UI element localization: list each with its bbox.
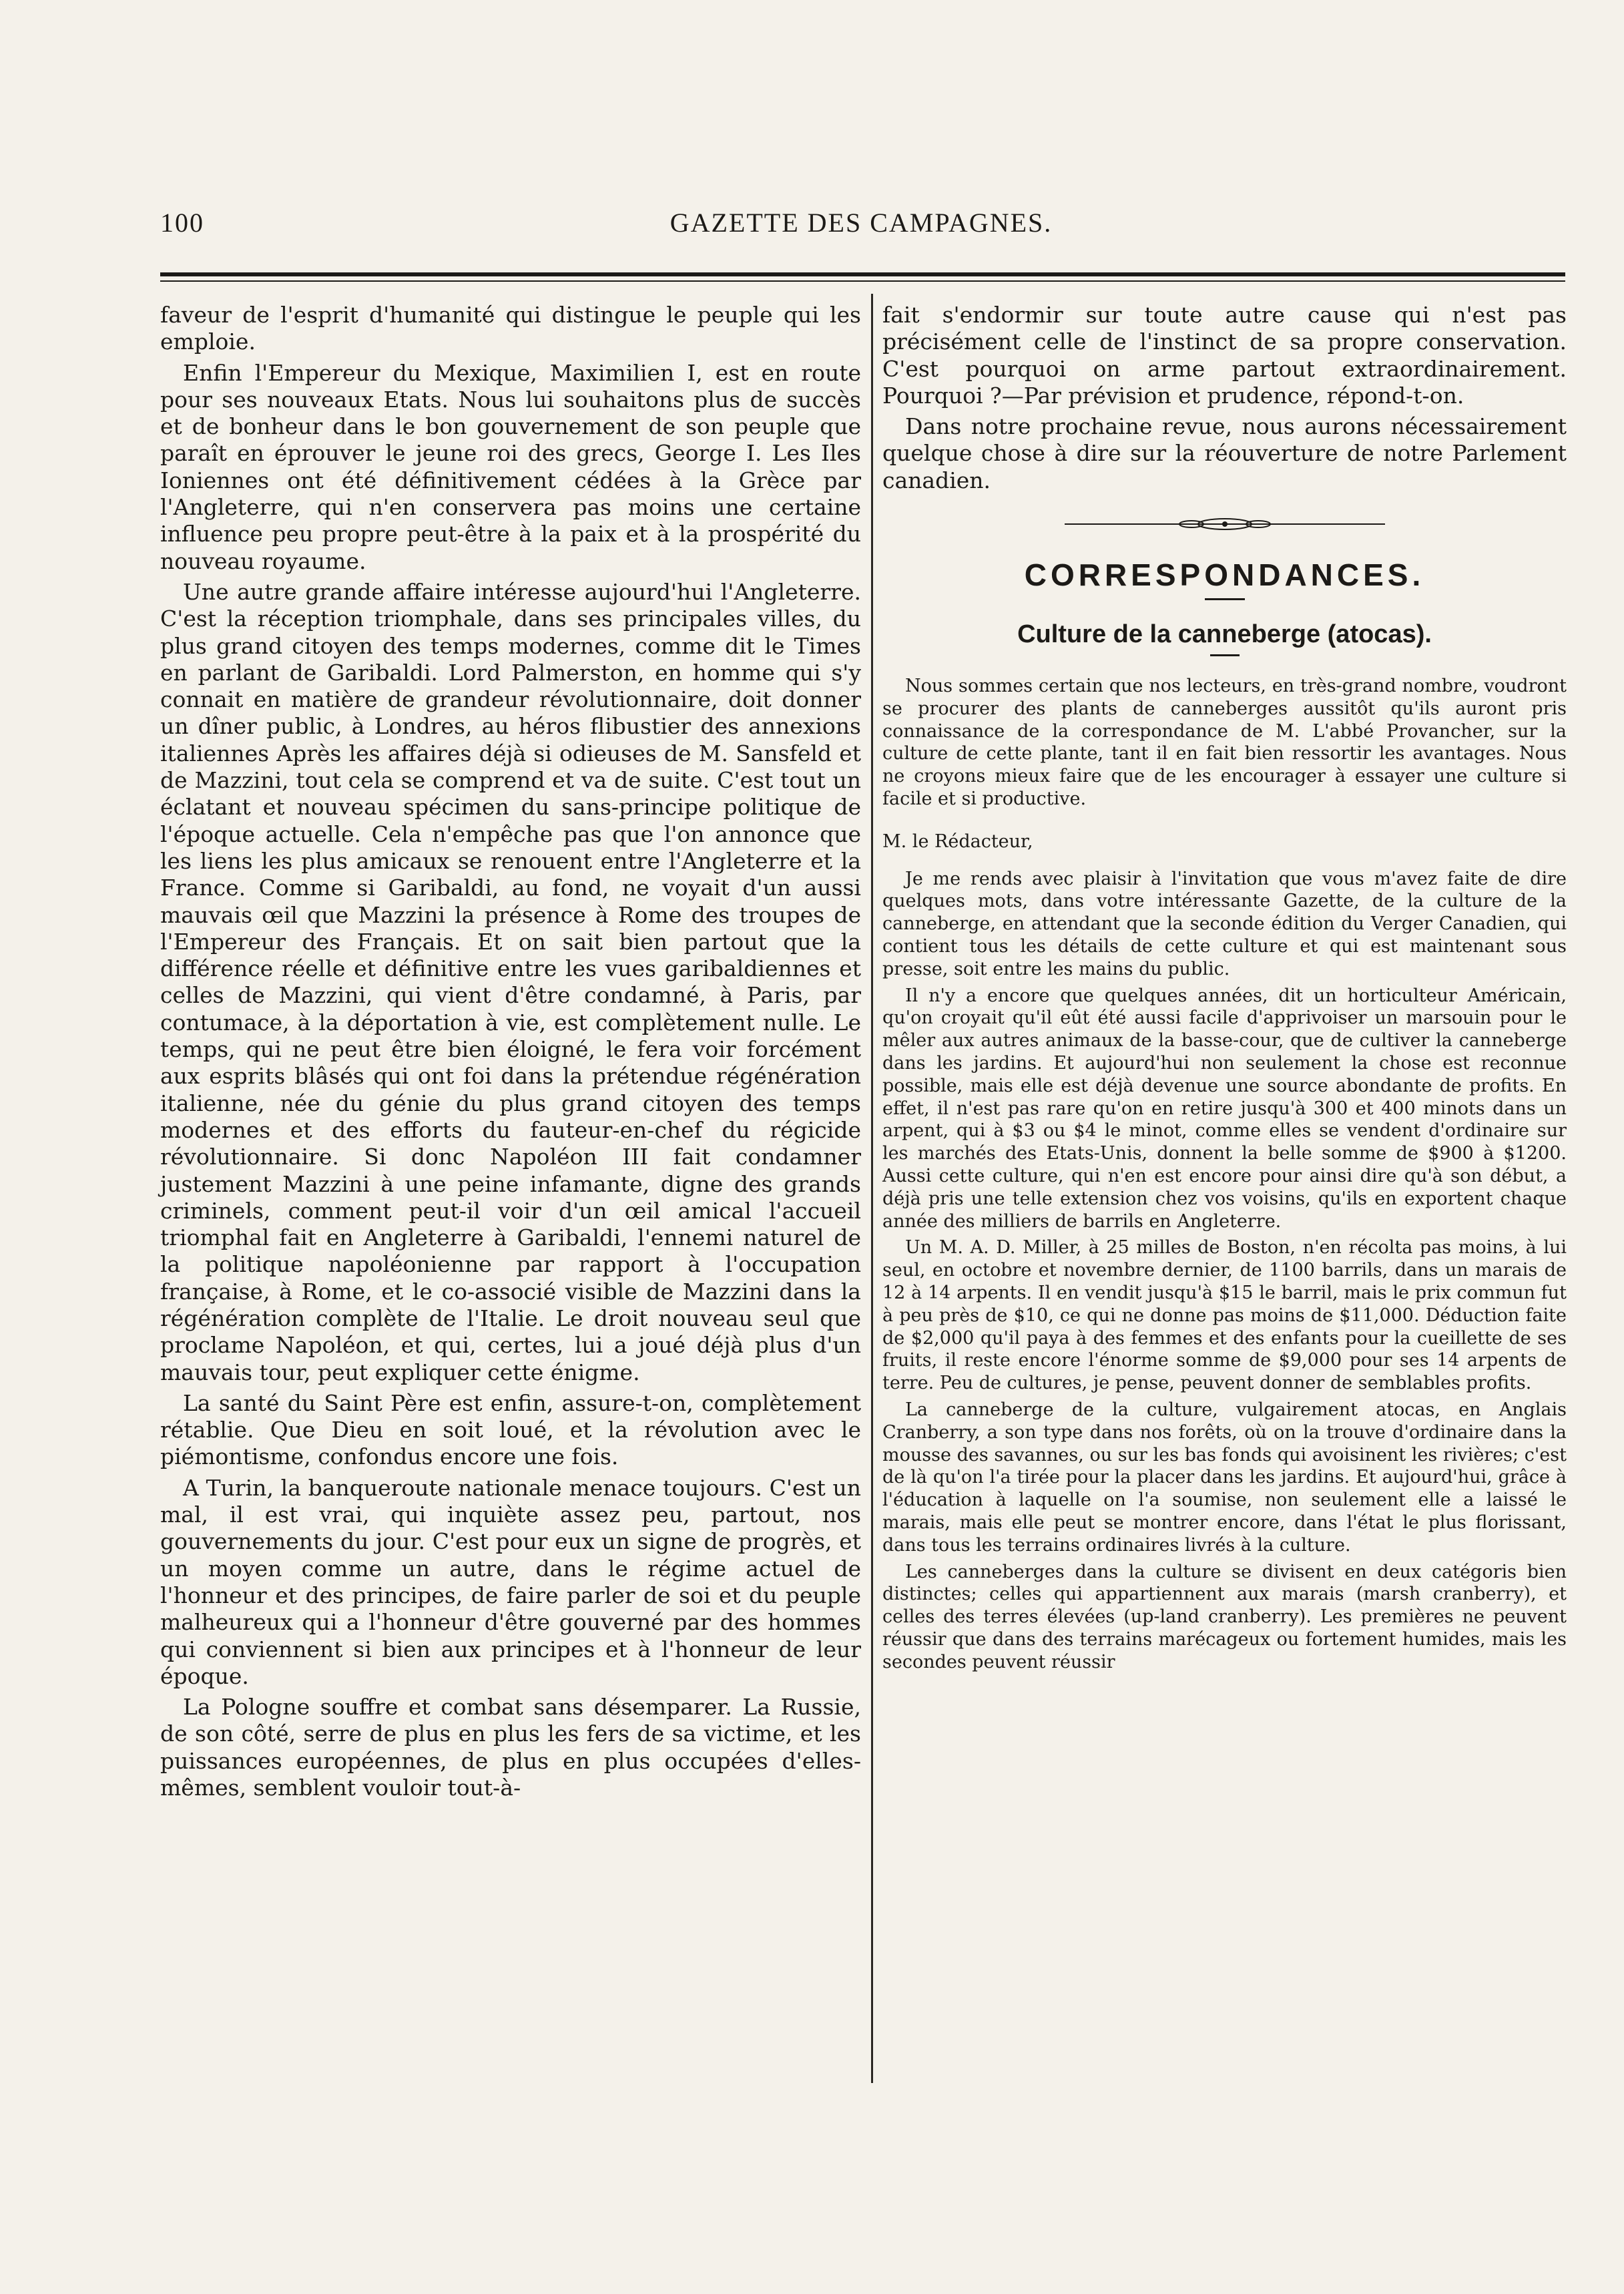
- column-divider: [871, 294, 873, 2083]
- paragraph: fait s'endormir sur toute autre cause qui n'est pas précisément celle de l'instinct de sa propre conservation. C'est pourquoi on arme partout extraordinairement. Pourquoi ?—Par prévision et prudence, répond-t-on.: [882, 302, 1567, 409]
- salutation: M. le Rédacteur,: [882, 831, 1033, 852]
- paragraph: Une autre grande affaire intéresse aujourd'hui l'Angleterre. C'est la réception triomphale, dans ses principales villes, du plus grand citoyen des temps modernes, comme dit le Times en parlant de Garibaldi. Lord Palmerston, en homme qui s'y connait en matière de grandeur révolutionnaire, doit donner un dîner public, à Londres, au héros flibustier des annexions italiennes Après les affaires déjà si odieuses de M. Sansfeld et de Mazzini, tout cela se comprend et va de suite. C'est tout un éclatant et nouveau spécimen du sans-principe politique de l'époque actuelle. Cela n'empêche pas que l'on annonce que les liens les plus amicaux se renouent entre l'Angleterre et la France. Comme si Garibaldi, au fond, ne voyait d'un aussi mauvais œil que Mazzini la présence à Rome des troupes de l'Empereur des Français. Et on sait bien partout que la différence réelle et définitive entre les vues garibaldiennes et celles de Mazzini, qui vient d'être condamné, à Paris, par contumace, à la déportation à vie, est complètement nulle. Le temps, qui ne peut être bien éloigné, le fera voir forcément aux esprits blâsés qui ont foi dans la prétendue régénération italienne, née du génie du plus grand citoyen des temps modernes et des efforts du fauteur-en-chef du régicide révolutionnaire. Si donc Napoléon III fait condamner justement Mazzini à une peine infamante, digne des grands criminels, comment peut-il voir d'un œil amical l'accueil triomphal fait en Angleterre à Garibaldi, l'ennemi naturel de la politique napoléonienne par rapport à l'occupation française, à Rome, et le co-associé visible de Mazzini dans la régénération complète de l'Italie. Le droit nouveau seul que proclame Napoléon, et qui, certes, lui a joué déjà plus d'un mauvais tour, peut expliquer cette énigme.: [160, 578, 861, 1385]
- ornament-icon: [1058, 514, 1392, 534]
- header-rule-thin: [160, 280, 1565, 282]
- page-number: 100: [160, 208, 204, 238]
- paragraph: Dans notre prochaine revue, nous aurons nécessairement quelque chose à dire sur la réouverture de notre Parlement canadien.: [882, 413, 1567, 493]
- title-rule: [1210, 654, 1240, 656]
- paragraph: Un M. A. D. Miller, à 25 milles de Boston, n'en récolta pas moins, à lui seul, en octobre et novembre dernier, de 1100 barrils, dans un marais de 12 à 14 arpents. Il en vendit jusqu'à $15 le barril, mais le prix commun fut à peu près de $10, ce qui ne donne pas moins de $11,000. Déduction faite de $2,000 qu'il paya à des femmes et des enfants pour la cueillette de ses fruits, il reste encore l'énorme somme de $9,000 pour ses 14 arpents de terre. Peu de cultures, je pense, peuvent donner de semblables profits.: [882, 1237, 1567, 1394]
- paragraph: La santé du Saint Père est enfin, assure-t-on, complètement rétablie. Que Dieu en soit loué, et la révolution avec le piémontisme, confondus encore une fois.: [160, 1389, 861, 1470]
- right-column: [882, 302, 1567, 1678]
- paragraph: La Pologne souffre et combat sans désemparer. La Russie, de son côté, serre de plus en plus les fers de sa victime, et les puissances européennes, de plus en plus occupées d'elles-mêmes, semblent vouloir tout-à-: [160, 1694, 861, 1801]
- page-header: [160, 207, 1562, 247]
- correspondence-article: [882, 675, 1567, 1673]
- paragraph: Les canneberges dans la culture se divisent en deux catégoris bien distinctes; celles qui appartiennent aux marais (marsh cranberry), et celles des terres élevées (up-land cranberry). Les premières ne peuvent réussir que dans des terrains marécageux ou fortement humides, mais les secondes peuvent réussir: [882, 1561, 1567, 1672]
- paragraph: Je me rends avec plaisir à l'invitation que vous m'avez faite de dire quelques mots, dans votre intéressante Gazette, de la culture de la canneberge, en attendant que la seconde édition du Verger Canadien, qui contient tous les détails de cette culture et qui est maintenant sous presse, soit entre les mains du public.: [882, 868, 1567, 979]
- header-rule-thick: [160, 272, 1565, 276]
- left-column: [160, 302, 861, 1805]
- paragraph: Enfin l'Empereur du Mexique, Maximilien I, est en route pour ses nouveaux Etats. Nous lui souhaitons plus de succès et de bonheur dans le bon gouvernement de son peuple que paraît en éprouver le jeune roi des grecs, George I. Les Iles Ioniennes ont été définitivement cédées à la Grèce par l'Angleterre, qui n'en conservera pas moins une certaine influence peu propre peut-être à la paix et à la prospérité du nouveau royaume.: [160, 359, 861, 574]
- paragraph: A Turin, la banqueroute nationale menace toujours. C'est un mal, il est vrai, qui inquiète assez peu, partout, nos gouvernements du jour. C'est pour eux un signe de progrès, et un moyen comme un autre, dans le régime actuel de l'honneur et des principes, de faire parler de soi et du peuple malheureux qui a l'honneur d'être gouverné par des hommes qui conviennent si bien aux principes et à l'honneur de leur époque.: [160, 1474, 861, 1689]
- paragraph: faveur de l'esprit d'humanité qui distingue le peuple qui les emploie.: [160, 302, 861, 355]
- heading-rule: [1205, 598, 1245, 600]
- paragraph: La canneberge de la culture, vulgairement atocas, en Anglais Cranberry, a son type dans nos forêts, où on la trouve d'ordinaire dans la mousse des savannes, ou sur les bas fonds qui avoisinent les rivières; c'est de là qu'on l'a tirée pour la placer dans les jardins. Et aujourd'hui, grâce à l'éducation à laquelle on l'a soumise, non seulement elle a laissé le marais, mais elle peut se montrer encore, dans l'état le plus florissant, dans tous les terrains ordinaires livrés à la culture.: [882, 1399, 1567, 1556]
- review-continuation: [882, 302, 1567, 494]
- article-title: Culture de la canneberge (atocas).: [1017, 620, 1432, 649]
- ornamental-divider: [882, 514, 1567, 541]
- paragraph: Il n'y a encore que quelques années, dit un horticulteur Américain, qu'on croyait qu'il eût été aussi facile d'apprivoiser un marsouin pour le mêler aux autres animaux de la basse-cour, que de cultiver la canneberge dans les jardins. Et aujourd'hui non seulement la chose est reconnue possible, mais elle est déjà devenue une source abondante de profits. En effet, il n'est pas rare qu'on en retire jusqu'à 300 et 400 minots dans un arpent, qui à $3 ou $4 le minot, comme elles se vendent d'ordinaire sur les marchés des Etats-Unis, donnent la belle somme de $900 à $1200. Aussi cette culture, qui n'en est encore pour ainsi dire qu'à son début, a déjà pris une telle extension chez vos voisins, qu'ils en exportent chaque année des milliers de barrils en Angleterre.: [882, 985, 1567, 1232]
- section-heading: CORRESPONDANCES.: [1024, 557, 1425, 593]
- editor-intro: Nous sommes certain que nos lecteurs, en très-grand nombre, voudront se procurer des plants de canneberges aussitôt qu'ils auront pris connaissance de la correspondance de M. L'abbé Provancher, sur la culture de cette plante, tant il en fait bien ressortir les avantages. Nous ne croyons mieux faire que de les encourager à essayer une culture si facile et si productive.: [882, 676, 1567, 810]
- publication-title: GAZETTE DES CAMPAGNES.: [669, 208, 1053, 238]
